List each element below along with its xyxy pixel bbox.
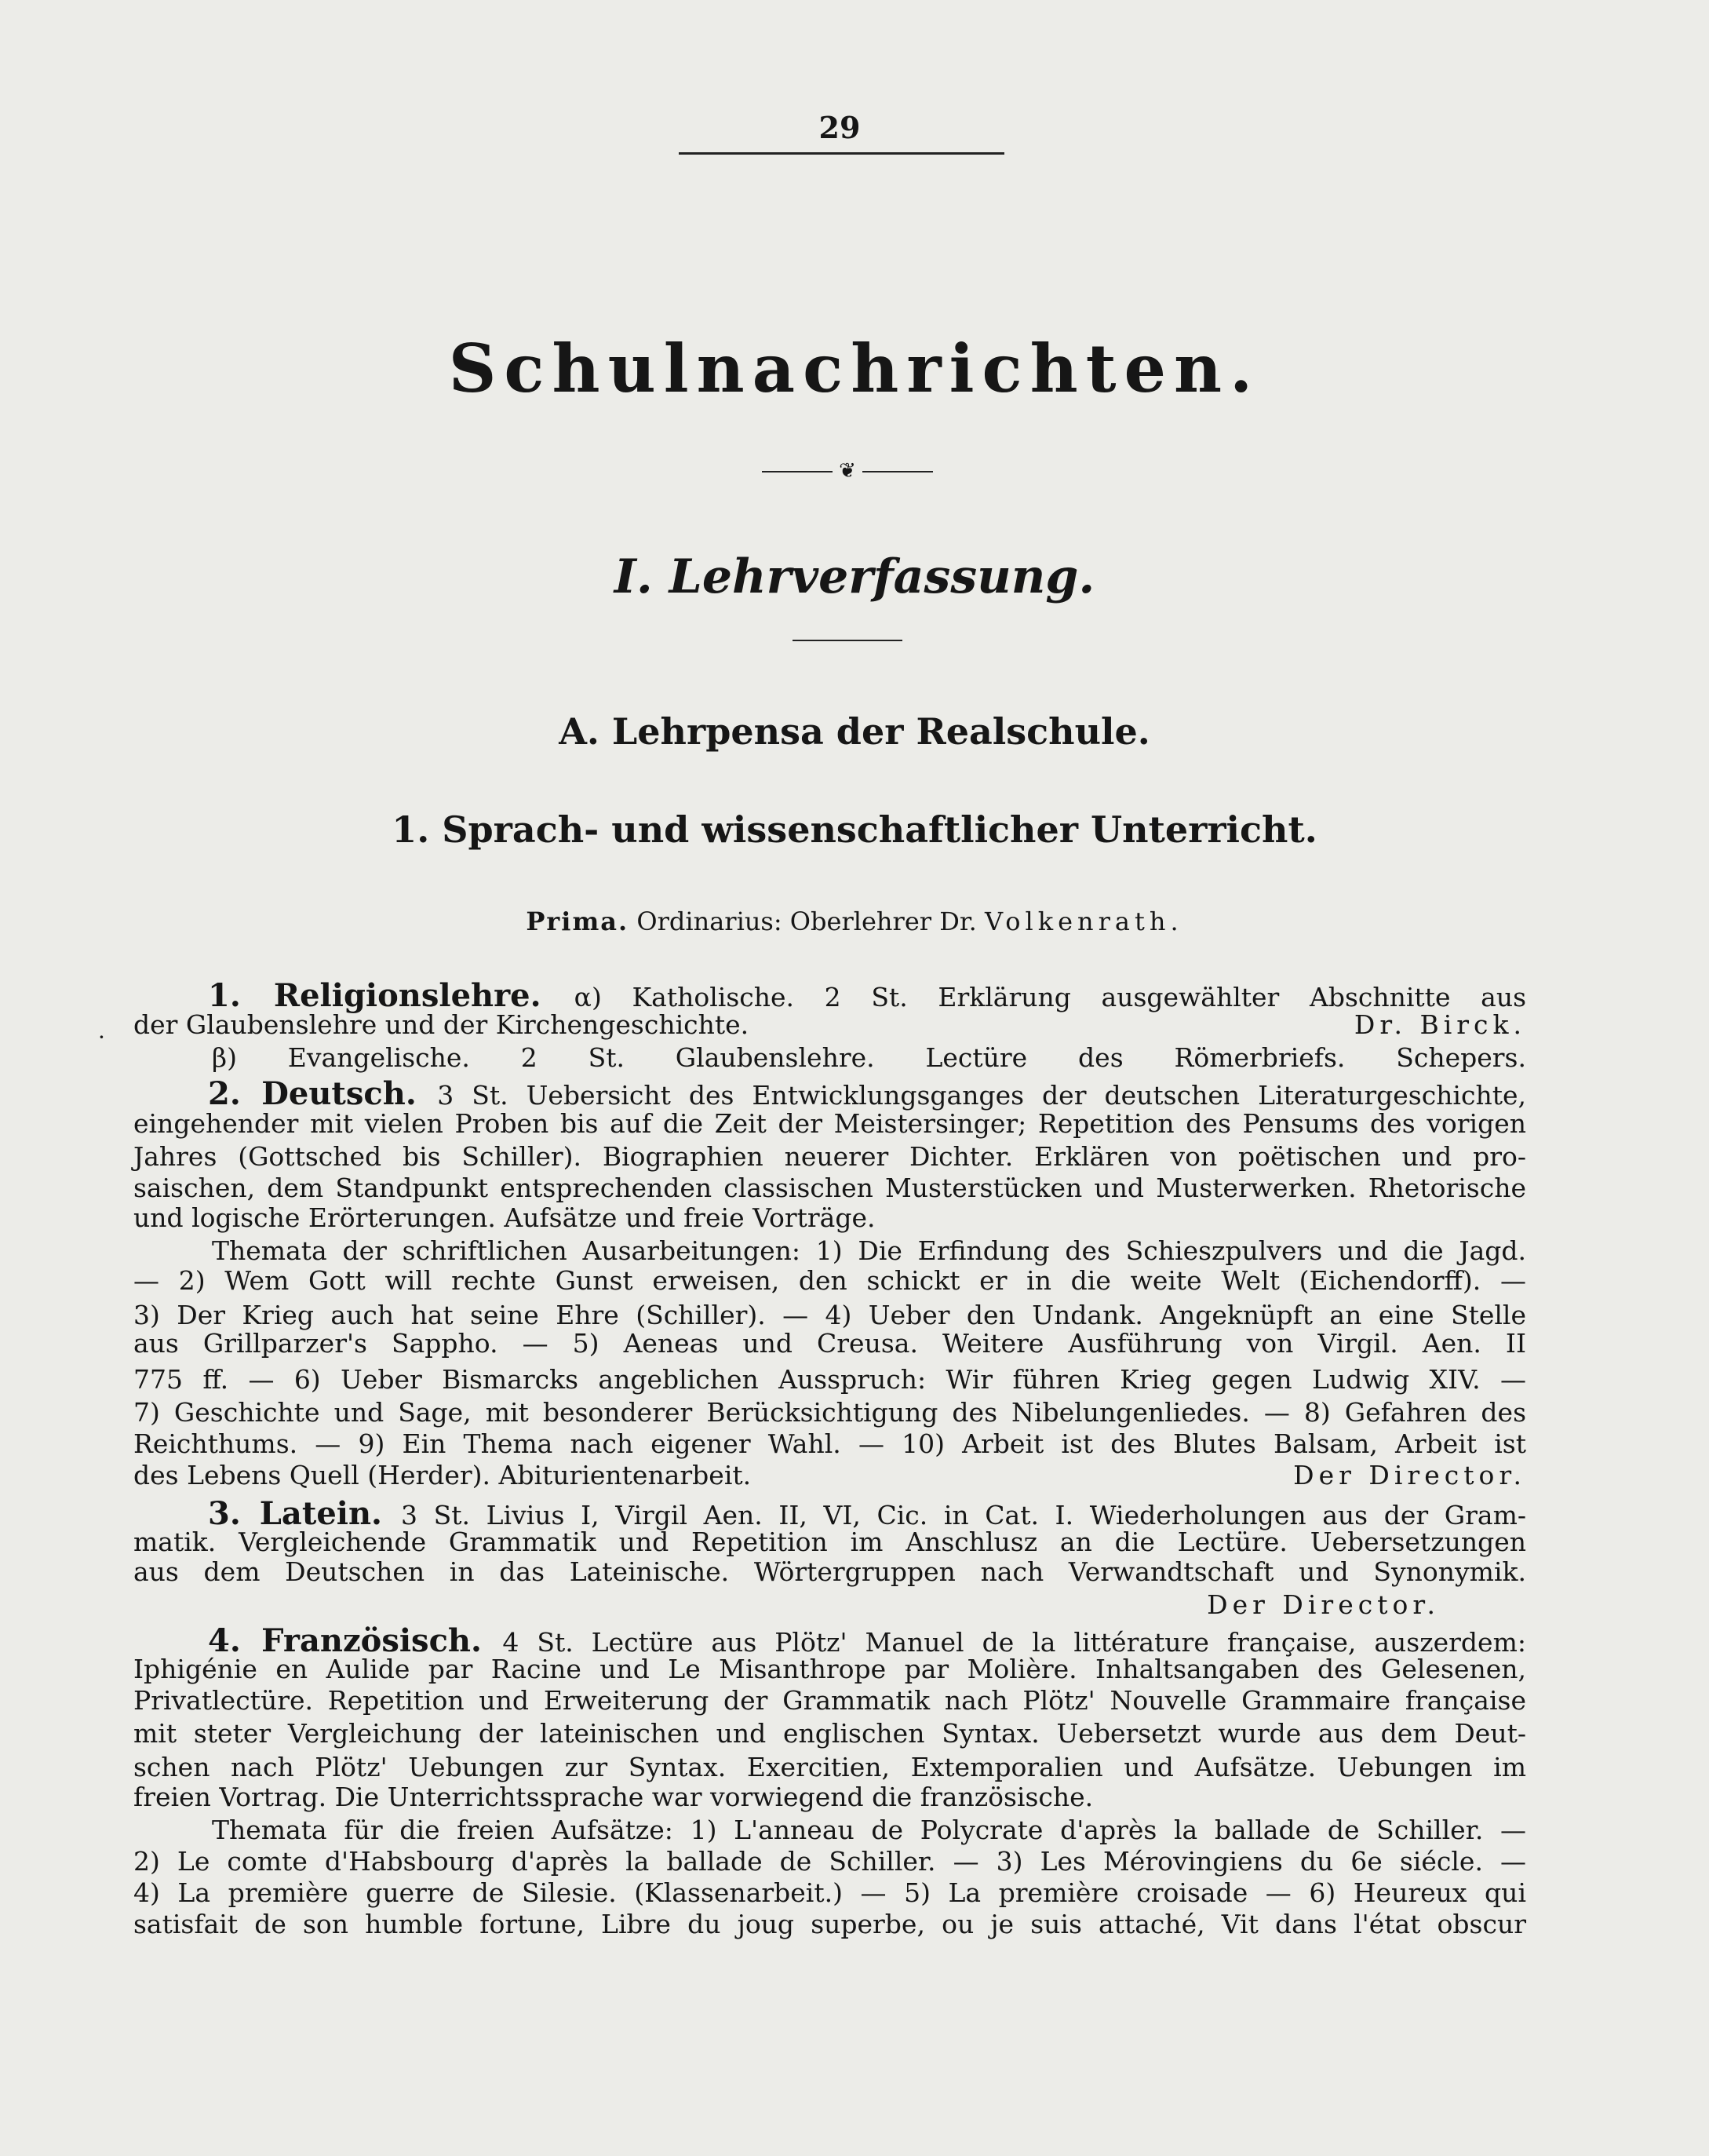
subject-heading: 2. Deutsch. <box>208 1075 438 1112</box>
teacher-signature: Der Director. <box>1293 1460 1526 1490</box>
text-line <box>133 1556 1526 1591</box>
text-line <box>133 1718 1526 1753</box>
line-text: freien Vortrag. Die Unterrichtssprache war vorwiegend die französische. <box>133 1782 1094 1812</box>
prima-line <box>0 907 1709 936</box>
line-text: 775 ff. — 6) Ueber Bismarcks angeblichen Ausspruch: Wir führen Krieg gegen Ludwig XIV. — <box>133 1364 1526 1395</box>
line-text: aus dem Deutschen in das Lateinische. Wörtergruppen nach Verwandtschaft und Synonymik. <box>133 1556 1526 1587</box>
text-line <box>133 1364 1526 1399</box>
subject-heading: 3. Latein. <box>208 1495 402 1532</box>
subsection-1-heading: 1. Sprach- und wissenschaftlicher Unterricht. <box>392 808 1317 851</box>
ordinarius-label: Ordinarius: Oberlehrer Dr. <box>636 907 977 936</box>
line-text: 3 St. Livius I, Virgil Aen. II, VI, Cic. in Cat. I. Wiederholungen aus der Gram- <box>401 1500 1527 1530</box>
text-line <box>212 1042 1526 1077</box>
line-text: Themata der schriftlichen Ausarbeitungen: 1) Die Erfindung des Schieszpulvers und die Jagd. <box>212 1235 1526 1266</box>
line-text: β) Evangelische. 2 St. Glaubenslehre. Lectüre des Römerbriefs. Schepers. <box>212 1042 1526 1073</box>
prima-label: Prima. <box>526 907 629 936</box>
text-line <box>208 977 1526 1012</box>
text-line <box>208 1495 1526 1530</box>
text-line <box>133 1108 1526 1143</box>
line-text: und logische Erörterungen. Aufsätze und freie Vorträge. <box>133 1202 876 1233</box>
line-text: Jahres (Gottsched bis Schiller). Biographien neuerer Dichter. Erklären von poëtischen und pro- <box>133 1141 1526 1172</box>
text-line <box>208 1075 1526 1110</box>
text-line <box>133 1909 1526 1943</box>
page-number: 29 <box>818 110 861 145</box>
line-text: Reichthums. — 9) Ein Thema nach eigener Wahl. — 10) Arbeit ist des Blutes Balsam, Arbeit ist <box>133 1428 1526 1459</box>
text-line <box>133 1877 1526 1912</box>
line-text: Iphigénie en Aulide par Racine und Le Misanthrope par Molière. Inhaltsangaben des Gelesenen, <box>133 1654 1526 1684</box>
text-line <box>133 1265 1526 1300</box>
ornament-line-right <box>862 471 933 472</box>
text-line <box>133 1654 1526 1688</box>
text-line <box>133 1782 1526 1816</box>
line-text: mit steter Vergleichung der lateinischen und englischen Syntax. Uebersetzt wurde aus dem Deut- <box>133 1718 1526 1749</box>
line-text: 4) La première guerre de Silesie. (Klassenarbeit.) — 5) La première croisade — 6) Heureux qui <box>133 1877 1526 1908</box>
ordinarius-name: Volkenrath. <box>985 907 1183 936</box>
page-title: Schulnachrichten. <box>448 330 1261 407</box>
section-heading: I. Lehrverfassung. <box>614 549 1095 604</box>
ornament-icon: ❦ <box>839 459 856 483</box>
line-text: aus Grillparzer's Sappho. — 5) Aeneas und Creusa. Weitere Ausführung von Virgil. Aen. II <box>133 1328 1526 1359</box>
line-text: matik. Vergleichende Grammatik und Repetition im Anschlusz an die Lectüre. Uebersetzungen <box>133 1527 1526 1557</box>
line-text: 3 St. Uebersicht des Entwicklungsganges der deutschen Literaturgeschichte, <box>437 1080 1527 1111</box>
ornament-line-left <box>762 471 833 472</box>
subsection-a-heading: A. Lehrpensa der Realschule. <box>559 710 1150 753</box>
teacher-signature: Der Director. <box>1207 1589 1440 1620</box>
line-text: eingehender mit vielen Proben bis auf die Zeit der Meistersinger; Repetition des Pensums des vorigen <box>133 1108 1526 1139</box>
line-text: 7) Geschichte und Sage, mit besonderer Berücksichtigung des Nibelungenliedes. — 8) Gefahren des <box>133 1397 1526 1428</box>
line-text: 2) Le comte d'Habsbourg d'après la ballade de Schiller. — 3) Les Mérovingiens du 6e siécle. — <box>133 1846 1526 1877</box>
line-text: schen nach Plötz' Uebungen zur Syntax. Exercitien, Extemporalien und Aufsätze. Uebungen im <box>133 1752 1526 1782</box>
margin-dot: · <box>98 1024 105 1050</box>
line-text: des Lebens Quell (Herder). Abiturientenarbeit. <box>133 1460 752 1490</box>
text-line <box>133 1328 1526 1363</box>
teacher-signature: Dr. Birck. <box>1354 1009 1526 1040</box>
text-line <box>133 1141 1526 1176</box>
line-text: saischen, dem Standpunkt entsprechenden classischen Musterstücken und Musterwerken. Rhetorische <box>133 1173 1526 1203</box>
section-rule <box>793 640 902 641</box>
text-line <box>208 1622 1526 1657</box>
line-text: Themata für die freien Aufsätze: 1) L'anneau de Polycrate d'après la ballade de Schiller. — <box>212 1815 1526 1845</box>
subject-heading: 1. Religionslehre. <box>208 977 574 1014</box>
line-text: — 2) Wem Gott will rechte Gunst erweisen, den schickt er in die weite Welt (Eichendorff). — <box>133 1265 1526 1296</box>
text-line <box>133 1202 1526 1237</box>
text-line <box>133 1428 1526 1463</box>
line-text: Privatlectüre. Repetition und Erweiterung der Grammatik nach Plötz' Nouvelle Grammaire française <box>133 1685 1526 1716</box>
line-text: satisfait de son humble fortune, Libre du joug superbe, ou je suis attaché, Vit dans l'état obscur <box>133 1909 1526 1939</box>
text-line <box>133 1009 1526 1044</box>
text-line <box>133 1397 1526 1432</box>
line-text: α) Katholische. 2 St. Erklärung ausgewählter Abschnitte aus <box>574 982 1527 1012</box>
text-line <box>212 1815 1526 1849</box>
page-number-rule <box>679 152 1004 155</box>
subject-heading: 4. Französisch. <box>208 1622 503 1659</box>
text-line <box>133 1685 1526 1720</box>
title-ornament <box>753 459 942 483</box>
line-text: 4 St. Lectüre aus Plötz' Manuel de la littérature française, auszerdem: <box>502 1627 1526 1658</box>
text-line <box>133 1846 1526 1881</box>
line-text: der Glaubenslehre und der Kirchengeschichte. <box>133 1009 749 1040</box>
text-line <box>133 1460 1526 1494</box>
line-text: 3) Der Krieg auch hat seine Ehre (Schiller). — 4) Ueber den Undank. Angeknüpft an eine Stelle <box>133 1300 1526 1330</box>
text-line <box>133 1589 1526 1624</box>
